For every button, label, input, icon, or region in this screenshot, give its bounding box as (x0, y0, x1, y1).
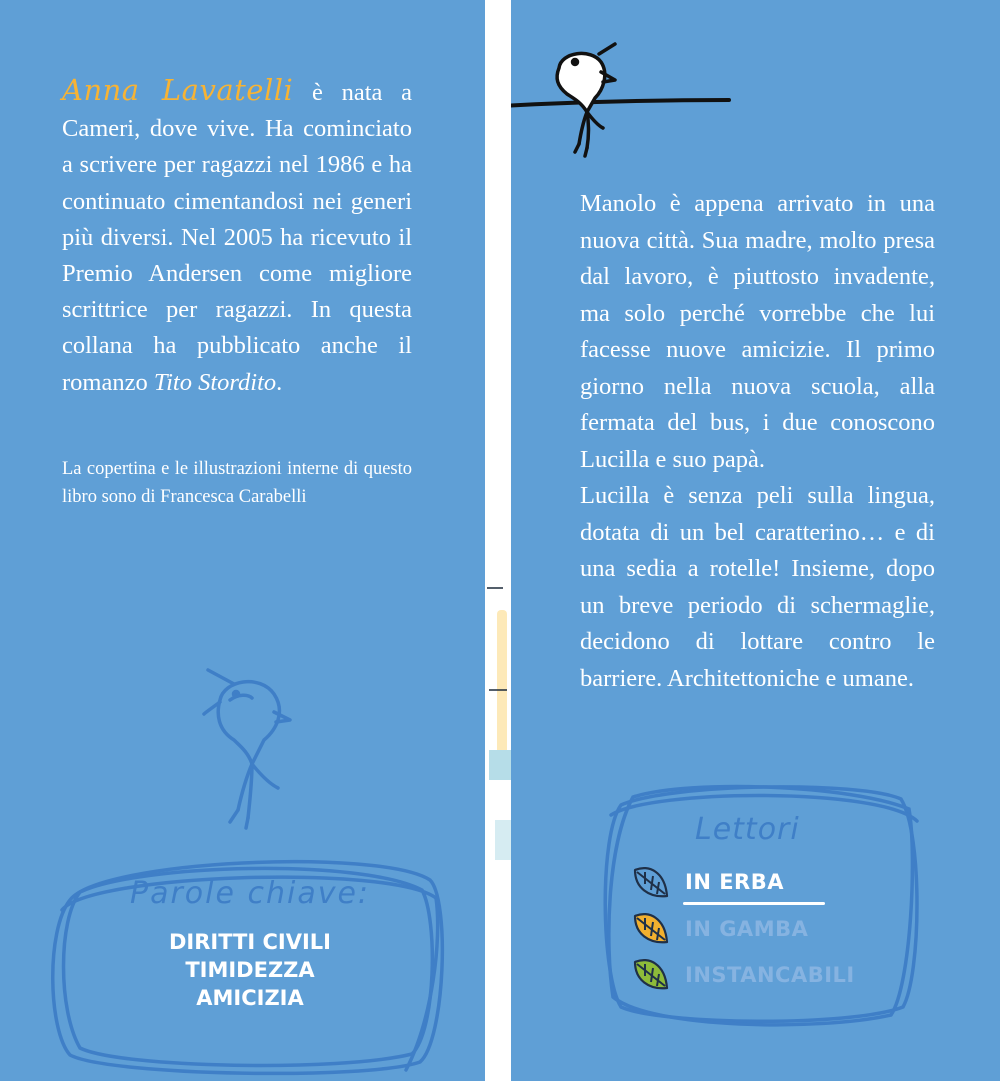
reader-level-in-gamba: IN GAMBA (685, 917, 809, 941)
synopsis-paragraph: Lucilla è senza peli sulla lingua, dotata di un bel caratterino… e di una sedia a rotelle! Insieme, dopo un breve periodo di schermaglie, decidono di lottare contro le barriere. Architettoniche e umane. (580, 482, 935, 692)
author-bio-text: è nata a Cameri, dove vive. Ha cominciato a scrivere per ragazzi nel 1986 e ha continuato cimentandosi nei generi più diversi. Nel 2005 ha ricevuto il Premio Andersen come migliore scrittrice per ragazzi. In questa collana ha pubblicato anche il romanzo (62, 79, 412, 396)
illustration-credits: La copertina e le illustrazioni interne di questo libro sono di Francesca Carabelli (62, 459, 412, 507)
back-cover-left-panel (0, 0, 485, 1081)
bird-on-wire-icon (511, 40, 751, 160)
author-bio (62, 72, 412, 401)
bird-icon (190, 660, 300, 830)
keyword-item: TIMIDEZZA (185, 958, 315, 982)
back-cover-right-panel (511, 0, 1000, 1081)
author-name: Anna Lavatelli (62, 73, 294, 107)
spine-gutter (485, 0, 511, 1081)
leaf-blue-icon (629, 862, 673, 904)
reader-level-instancabili: INSTANCABILI (685, 963, 855, 987)
keyword-item: DIRITTI CIVILI (169, 930, 331, 954)
leaf-green-icon (629, 954, 673, 996)
book-title: Tito Stordito (153, 368, 277, 396)
reader-level-in-erba: IN ERBA (685, 870, 784, 894)
keyword-item: AMICIZIA (196, 986, 304, 1010)
book-synopsis (580, 186, 935, 697)
selected-level-underline (683, 902, 825, 905)
leaf-orange-icon (629, 908, 673, 950)
spine-illustration (485, 570, 511, 870)
author-bio-end: . (276, 368, 283, 396)
readers-title: Lettori (695, 812, 800, 847)
keywords-title: Parole chiave: (130, 876, 371, 911)
keywords-list (150, 928, 350, 1012)
synopsis-paragraph: Manolo è appena arrivato in una nuova città. Sua madre, molto presa dal lavoro, è piuttosto invadente, ma solo perché vorrebbe che lui facesse nuove amicizie. Il primo giorno nella nuova scuola, alla fermata del bus, i due conoscono Lucilla e suo papà. (580, 190, 935, 473)
